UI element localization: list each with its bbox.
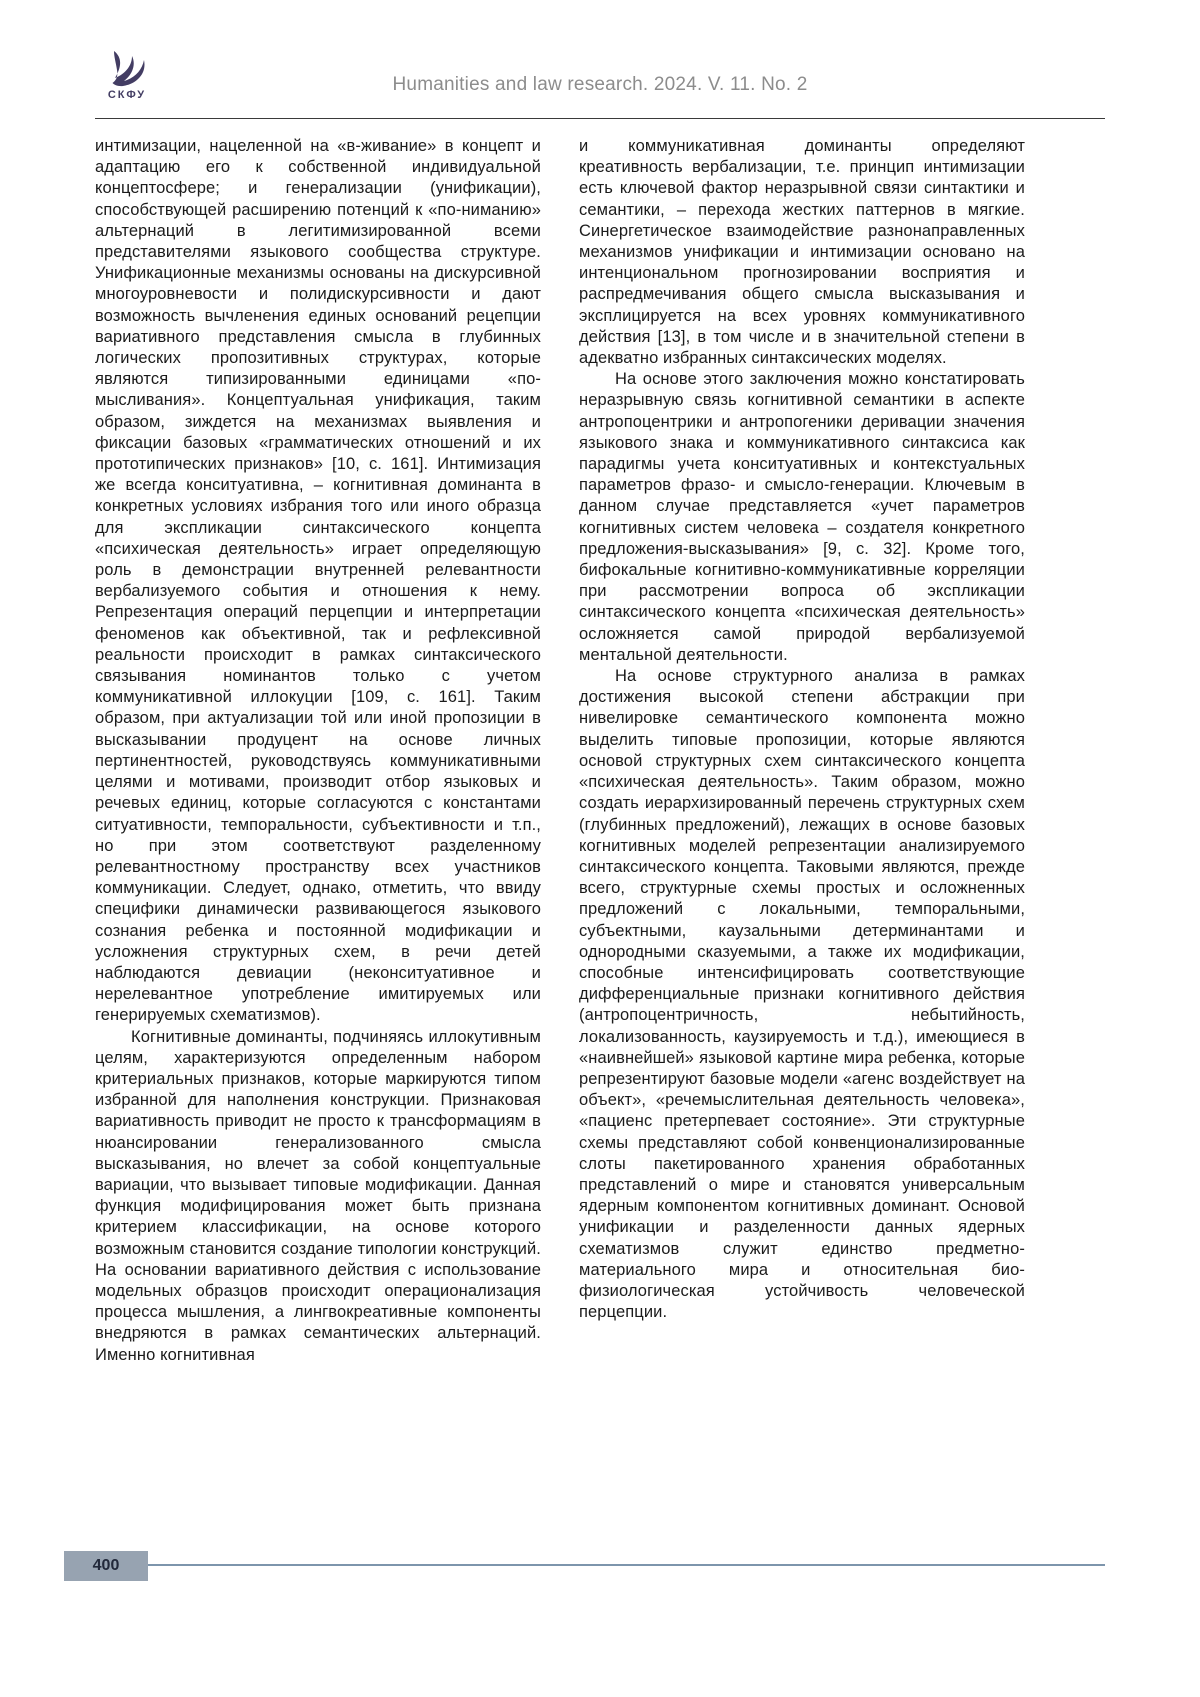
left-column [95,136,541,1366]
page-header [95,48,1105,118]
skfu-logo-text: СКФУ [107,89,147,101]
article-body [95,136,1105,1366]
paragraph: На основе структурного анализа в рамках достижения высокой степени абстракции при нивелировке семантического компонента можно выделить типовые пропозиции, которые являются основой структурных схем синтаксического концепта «психическая деятельность». Таким образом, можно создать иерархизированный перечень структурных схем (глубинных предложений), лежащих в основе базовых когнитивных моделей репрезентации анализируемого синтаксического концепта. Таковыми являются, прежде всего, структурные схемы простых и осложненных предложений с локальными, темпоральными, субъектными, каузальными детерминантами и однородными сказуемыми, а также их модификации, способные интенсифицировать соответствующие дифференциальные признаки когнитивного действия (антропоцентричность, небытийность, локализованность, каузируемость и т.д.), имеющиеся в «наивнейшей» языковой картине мира ребенка, которые репрезентируют базовые модели «агенс воздействует на объект», «речемыслительная деятельность человека», «пациенс претерпевает состояние». Эти структурные схемы представляют собой конвенционализированные слоты пакетированного хранения обработанных представлений о мире и становятся универсальным ядерным компонентом когнитивных доминант. Основой унификации и разделенности данных ядерных схематизмов служит единство предметно-материального мира и относительная био-физиологическая устойчивость человеческой перцепции. [579,667,1025,1322]
footer-divider [148,1564,1105,1566]
right-column [579,136,1025,1366]
paragraph: и коммуникативная доминанты определяют креативность вербализации, т.е. принцип интимизации есть ключевой фактор неразрывной связи синтактики и семантики, – перехода жестких паттернов в мягкие. Синергетическое взаимодействие разнонаправленных механизмов унификации и интимизации основано на интенциональном прогнозировании восприятия и распредмечивания общего смысла высказывания и эксплицируется на всех уровнях коммуникативного действия [13], в том числе и в значительной степени в адекватно избранных синтаксических моделях. [579,137,1025,368]
page-number-badge: 400 [64,1551,148,1581]
header-divider [95,118,1105,119]
journal-title: Humanities and law research. 2024. V. 11. No. 2 [392,74,808,95]
paragraph: На основе этого заключения можно констатировать неразрывную связь когнитивной семантики в аспекте антропоцентрики и антропогеники деривации значения языкового знака и коммуникативного синтаксиса как парадигмы учета конситуативных и контекстуальных параметров фразо- и смысло-генерации. Ключевым в данном случае представляется «учет параметров когнитивных систем человека – создателя конкретного предложения-высказывания» [9, с. 32]. Кроме того, бифокальные когнитивно-коммуникативные корреляции при рассмотрении вопроса об экспликации синтаксического концепта «психическая деятельность» осложняется самой природой вербализуемой ментальной деятельности. [579,370,1025,664]
paragraph: интимизации, нацеленной на «в-живание» в концепт и адаптацию его к собственной индивидуальной концептосфере; и генерализации (унификации), способствующей расширению потенций к «по-ниманию» альтернаций в легитимизированной всеми представителями языкового сообщества структуре. Унификационные механизмы основаны на дискурсивной многоуровневости и полидискурсивности и дают возможность вычленения единых оснований рецепции вариативного представления смысла в глубинных логических пропозитивных структурах, которые являются типизированными единицами «по-мысливания». Концептуальная унификация, таким образом, зиждется на механизмах выявления и фиксации базовых «грамматических отношений и их прототипических признаков» [10, с. 161]. Интимизация же всегда конситуативна, – когнитивная доминанта в конкретных условиях избрания того или иного образца для экспликации синтаксического концепта «психическая деятельность» играет определяющую роль в демонстрации внутренней релевантности вербализуемого события и отношения к нему. Репрезентация операций перцепции и интерпретации феноменов как объективной, так и рефлексивной реальности происходит в рамках синтаксического связывания номинантов только с учетом коммуникативной иллокуции [109, с. 161]. Таким образом, при актуализации той или иной пропозиции в высказывании продуцент на основе личных пертинентностей, руководствуясь коммуникативными целями и мотивами, производит отбор языковых и речевых единиц, которые согласуются с константами ситуативности, темпоральности, субъективности и т.п., но при этом соответствуют разделенному релевантностному пространству всех участников коммуникации. Следует, однако, отметить, что ввиду специфики динамически развивающегося языкового сознания ребенка и постоянной модификации и усложнения структурных схем, в речи детей наблюдаются девиации (неконситуативное и нерелевантное употребление имитируемых или генерируемых схематизмов). [95,137,541,1025]
paragraph: Когнитивные доминанты, подчиняясь иллокутивным целям, характеризуются определенным набором критериальных признаков, которые маркируются типом избранной для наполнения конструкции. Признаковая вариативность приводит не просто к трансформациям в нюансировании генерализованного смысла высказывания, но влечет за собой концептуальные вариации, что вызывает типовые модификации. Данная функция модифицирования может быть признана критерием классификации, на основе которого возможным становится создание типологии конструкций. На основании вариативного действия с использование модельных образцов происходит операционализация процесса мышления, а лингвокреативные компоненты внедряются в рамках семантических альтернаций. Именно когнитивная [95,1027,541,1364]
page-footer [0,1551,1200,1581]
